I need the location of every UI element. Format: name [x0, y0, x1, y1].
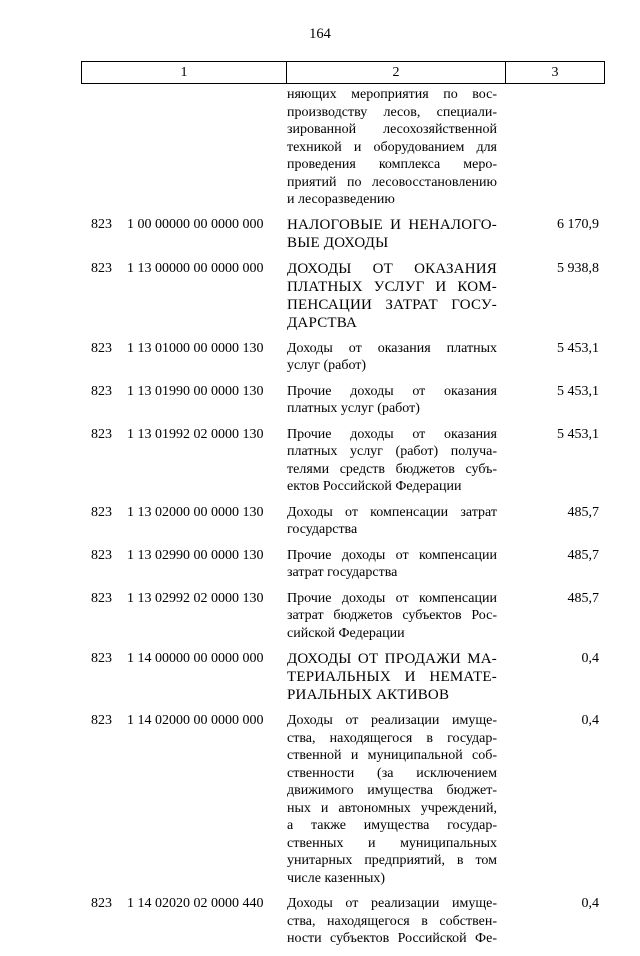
budget-code-cell — [91, 650, 287, 668]
table-row — [81, 547, 601, 582]
income-name-cell — [287, 650, 497, 704]
budget-code-cell — [91, 260, 287, 278]
text-line: числе казенных) — [287, 870, 386, 886]
text-line: затрат государства — [287, 565, 398, 580]
administrator-code: 823 — [91, 340, 112, 356]
income-classification-code: 1 13 01992 02 0000 130 — [127, 426, 264, 442]
text-line: платных услуг (работ) получа- — [287, 444, 497, 459]
text-line: Доходы от компенсации затрат — [287, 504, 497, 520]
text-line: Доходы от реализации имуще- — [287, 713, 497, 728]
text-line: Прочие доходы от оказания — [287, 426, 497, 442]
table-row — [81, 426, 601, 496]
text-line: РИАЛЬНЫХ АКТИВОВ — [287, 687, 450, 703]
budget-code-cell — [91, 590, 287, 608]
table-row — [81, 895, 601, 948]
income-classification-code: 1 14 00000 00 0000 000 — [127, 651, 264, 666]
amount-cell: 0,4 — [581, 713, 599, 728]
income-name-cell — [287, 383, 497, 418]
text-line: государства — [287, 522, 358, 537]
column-header-table — [81, 61, 605, 84]
text-line: Прочие доходы от компенсации — [287, 590, 497, 606]
administrator-code: 823 — [91, 504, 112, 520]
text-line: ства, находящегося в государ- — [287, 730, 497, 746]
budget-code-cell — [91, 712, 287, 730]
table-row — [81, 504, 601, 539]
income-classification-code: 1 13 02992 02 0000 130 — [127, 590, 264, 606]
budget-code-cell — [91, 895, 287, 913]
administrator-code: 823 — [91, 590, 112, 606]
amount-cell: 485,7 — [567, 590, 599, 606]
text-line: ПЛАТНЫХ УСЛУГ И КОМ- — [287, 278, 497, 295]
administrator-code: 823 — [91, 713, 112, 728]
administrator-code: 823 — [91, 896, 112, 911]
text-line: ных и автономных учреждений, — [287, 800, 497, 816]
income-classification-code: 1 13 00000 00 0000 000 — [127, 260, 264, 276]
income-classification-code: 1 14 02000 00 0000 000 — [127, 713, 264, 728]
text-line: ДОХОДЫ ОТ ПРОДАЖИ МА- — [287, 651, 497, 667]
income-name-cell — [287, 260, 497, 332]
administrator-code: 823 — [91, 547, 112, 563]
administrator-code: 823 — [91, 383, 112, 399]
text-line: Прочие доходы от компенсации — [287, 547, 497, 563]
column-header-3: 3 — [506, 62, 605, 84]
continuation-row — [81, 86, 601, 209]
text-line: услуг (работ) — [287, 358, 367, 373]
amount-cell: 0,4 — [581, 896, 599, 911]
continuation-text — [287, 86, 497, 209]
column-header-1: 1 — [82, 62, 287, 84]
table-body — [81, 86, 601, 956]
administrator-code: 823 — [91, 426, 112, 442]
text-line: ственных и муниципальных — [287, 835, 497, 851]
table-row — [81, 383, 601, 418]
income-classification-code: 1 00 00000 00 0000 000 — [127, 216, 264, 232]
text-line: унитарных предприятий, в том — [287, 853, 497, 868]
text-line: Доходы от реализации имуще- — [287, 896, 497, 911]
text-line: Доходы от оказания платных — [287, 340, 497, 356]
amount-cell: 5 453,1 — [557, 426, 599, 442]
text-line: ДАРСТВА — [287, 314, 358, 331]
budget-code-cell — [91, 340, 287, 358]
amount-cell: 6 170,9 — [557, 216, 599, 232]
text-line: ВЫЕ ДОХОДЫ — [287, 234, 389, 251]
budget-code-cell — [91, 383, 287, 401]
table-row — [81, 216, 601, 252]
budget-code-cell — [91, 547, 287, 565]
amount-cell: 5 453,1 — [557, 340, 599, 356]
table-row — [81, 650, 601, 704]
column-header-row — [82, 62, 605, 84]
text-line: и лесоразведению — [287, 192, 395, 207]
text-line: платных услуг (работ) — [287, 401, 420, 416]
income-name-cell — [287, 504, 497, 539]
income-classification-code: 1 13 01000 00 0000 130 — [127, 340, 264, 356]
text-line: ТЕРИАЛЬНЫХ И НЕМАТЕ- — [287, 669, 497, 685]
table-row — [81, 712, 601, 887]
table-row — [81, 260, 601, 332]
text-line: ственности (за исключением — [287, 765, 497, 781]
text-line: зированной лесохозяйственной — [287, 122, 497, 137]
administrator-code: 823 — [91, 216, 112, 232]
budget-code-cell — [91, 426, 287, 444]
text-line: затрат бюджетов субъектов Рос- — [287, 608, 497, 623]
text-line: проведения комплекса меро- — [287, 157, 497, 172]
income-classification-code: 1 13 02000 00 0000 130 — [127, 504, 264, 520]
page-number: 164 — [309, 26, 331, 42]
text-line: а также имущества государ- — [287, 818, 497, 833]
text-line: ПЕНСАЦИИ ЗАТРАТ ГОСУ- — [287, 296, 497, 313]
table-row — [81, 590, 601, 643]
amount-cell: 485,7 — [567, 504, 599, 520]
table-row — [81, 340, 601, 375]
income-name-cell — [287, 895, 497, 948]
income-classification-code: 1 14 02020 02 0000 440 — [127, 896, 264, 911]
administrator-code: 823 — [91, 260, 112, 276]
text-line: ектов Российской Федерации — [287, 479, 462, 494]
column-header-2: 2 — [287, 62, 506, 84]
text-line: техникой и оборудованием для — [287, 139, 497, 155]
text-line: сийской Федерации — [287, 625, 405, 641]
income-classification-code: 1 13 01990 00 0000 130 — [127, 383, 264, 399]
income-name-cell — [287, 426, 497, 496]
amount-cell: 0,4 — [581, 651, 599, 666]
income-name-cell — [287, 547, 497, 582]
text-line: ственной и муниципальной соб- — [287, 748, 497, 763]
income-name-cell — [287, 712, 497, 887]
text-line: ности субъектов Российской Фе- — [287, 931, 497, 946]
text-line: производству лесов, специали- — [287, 104, 497, 120]
amount-cell: 5 938,8 — [557, 260, 599, 276]
text-line: НАЛОГОВЫЕ И НЕНАЛОГО- — [287, 216, 497, 233]
text-line: движимого имущества бюджет- — [287, 783, 497, 798]
text-line: приятий по лесовосстановлению — [287, 174, 497, 190]
amount-cell: 485,7 — [567, 547, 599, 563]
text-line: Прочие доходы от оказания — [287, 383, 497, 399]
budget-code-cell — [91, 216, 287, 234]
text-line: ДОХОДЫ ОТ ОКАЗАНИЯ — [287, 260, 497, 277]
income-name-cell — [287, 216, 497, 252]
income-classification-code: 1 13 02990 00 0000 130 — [127, 547, 264, 563]
text-line: ства, находящегося в собствен- — [287, 913, 497, 929]
text-line: няющих мероприятия по вос- — [287, 87, 497, 102]
administrator-code: 823 — [91, 651, 112, 666]
income-name-cell — [287, 590, 497, 643]
amount-cell: 5 453,1 — [557, 383, 599, 399]
budget-code-cell — [91, 504, 287, 522]
text-line: телями средств бюджетов субъ- — [287, 461, 497, 477]
income-name-cell — [287, 340, 497, 375]
